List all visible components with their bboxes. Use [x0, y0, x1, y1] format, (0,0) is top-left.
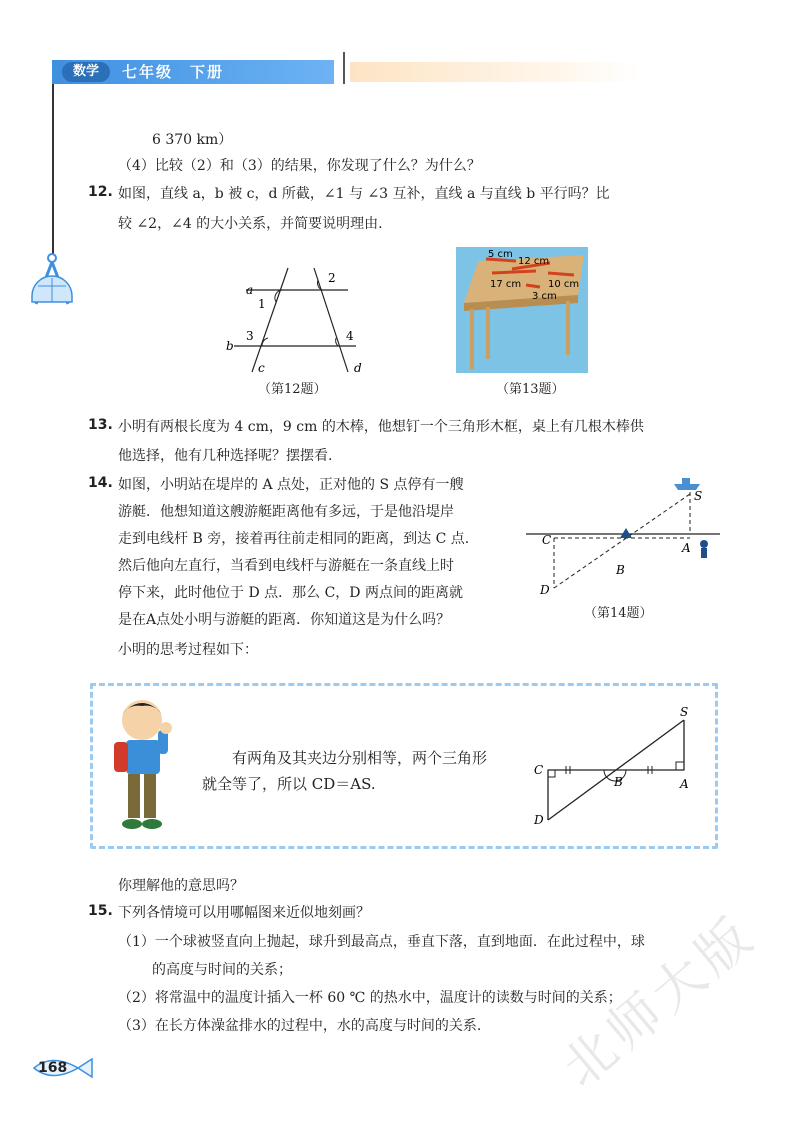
caption-14: （第14题）: [584, 606, 653, 621]
angle-4: 4: [346, 329, 354, 343]
angle-2: 2: [328, 271, 336, 285]
stick-label-10cm: 10 cm: [548, 279, 580, 290]
book-title: 七年级 下册: [122, 63, 225, 81]
page-number: 168: [38, 1060, 68, 1076]
figure-12: [220, 262, 380, 380]
angle-1: 1: [258, 297, 266, 311]
box-label-S: S: [680, 705, 689, 719]
q14-text-6: 是在A点处小明与游艇的距离．你知道这是为什么吗？: [118, 612, 451, 628]
q12-text-2: 较 ∠2，∠4 的大小关系，并简要说明理由.: [118, 216, 383, 232]
box-text-1: 有两角及其夹边分别相等，两个三角形: [232, 749, 488, 767]
angle-3: 3: [246, 329, 254, 343]
header-separator: [343, 52, 345, 84]
publisher-watermark: 北师大版: [551, 904, 768, 1100]
question-number-12: 12.: [88, 184, 113, 200]
margin-line: [52, 84, 54, 254]
label-c: c: [258, 361, 265, 375]
box-label-D: D: [534, 813, 544, 827]
figure-14: [524, 472, 724, 602]
q14-text-2: 游艇．他想知道这艘游艇距离他有多远，于是他沿堤岸: [118, 504, 454, 520]
q12-text-1: 如图，直线 a，b 被 c，d 所截，∠1 与 ∠3 互补，直线 a 与直线 b 平行吗？比: [118, 186, 610, 202]
compass-icon: [26, 252, 78, 312]
boy-illustration: [104, 692, 184, 838]
q15-item-3: （3）在长方体澡盆排水的过程中，水的高度与时间的关系.: [118, 1018, 482, 1034]
table-photo: [456, 247, 588, 373]
label-b: b: [226, 339, 234, 353]
figure-box-triangles: [530, 702, 710, 828]
line-distance: 6 370 km）: [152, 132, 233, 148]
after-box-text: 你理解他的意思吗？: [118, 878, 244, 894]
stick-label-17cm: 17 cm: [490, 279, 522, 290]
question-number-14: 14.: [88, 475, 113, 491]
stick-label-12cm: 12 cm: [518, 256, 550, 267]
stick-label-5cm: 5 cm: [488, 249, 513, 260]
label-a: a: [246, 283, 254, 297]
q15-item-1b: 的高度与时间的关系；: [152, 962, 292, 978]
question-number-13: 13.: [88, 417, 113, 433]
label-A: A: [682, 541, 691, 555]
q14-text-1: 如图，小明站在堤岸的 A 点处，正对他的 S 点停有一艘: [118, 477, 464, 493]
q15-item-2: （2）将常温中的温度计插入一杯 60 ℃ 的热水中，温度计的读数与时间的关系；: [118, 990, 622, 1006]
box-label-A: A: [680, 777, 689, 791]
caption-12: （第12题）: [258, 382, 327, 397]
label-d: d: [354, 361, 362, 375]
q15-intro: 下列各情境可以用哪幅图来近似地刻画？: [118, 905, 370, 921]
box-label-B: B: [614, 775, 623, 789]
q14-text-5: 停下来，此时他位于 D 点．那么 C，D 两点间的距离就: [118, 585, 463, 601]
caption-13: （第13题）: [496, 382, 565, 397]
sub-question-4: （4）比较（2）和（3）的结果，你发现了什么？为什么？: [118, 158, 481, 174]
q15-item-1a: （1）一个球被竖直向上抛起，球升到最高点，垂直下落，直到地面．在此过程中，球: [118, 934, 645, 950]
label-S: S: [694, 489, 703, 503]
subject-badge: 数学: [62, 62, 110, 82]
q14-text-4: 然后他向左直行，当看到电线杆与游艇在一条直线上时: [118, 558, 454, 574]
q14-text-7: 小明的思考过程如下：: [118, 642, 258, 658]
question-number-15: 15.: [88, 903, 113, 919]
label-C: C: [542, 533, 552, 547]
stick-label-3cm: 3 cm: [532, 291, 557, 302]
box-label-C: C: [534, 763, 544, 777]
q13-text-1: 小明有两根长度为 4 cm，9 cm 的木棒，他想钉一个三角形木框，桌上有几根木棒供: [118, 419, 644, 435]
label-D: D: [540, 583, 550, 597]
header-decoration: [350, 62, 640, 82]
q13-text-2: 他选择，他有几种选择呢？摆摆看.: [118, 448, 333, 464]
label-B: B: [616, 563, 625, 577]
box-text-2: 就全等了，所以 CD＝AS.: [202, 775, 376, 793]
q14-text-3: 走到电线杆 B 旁，接着再往前走相同的距离，到达 C 点.: [118, 531, 470, 547]
